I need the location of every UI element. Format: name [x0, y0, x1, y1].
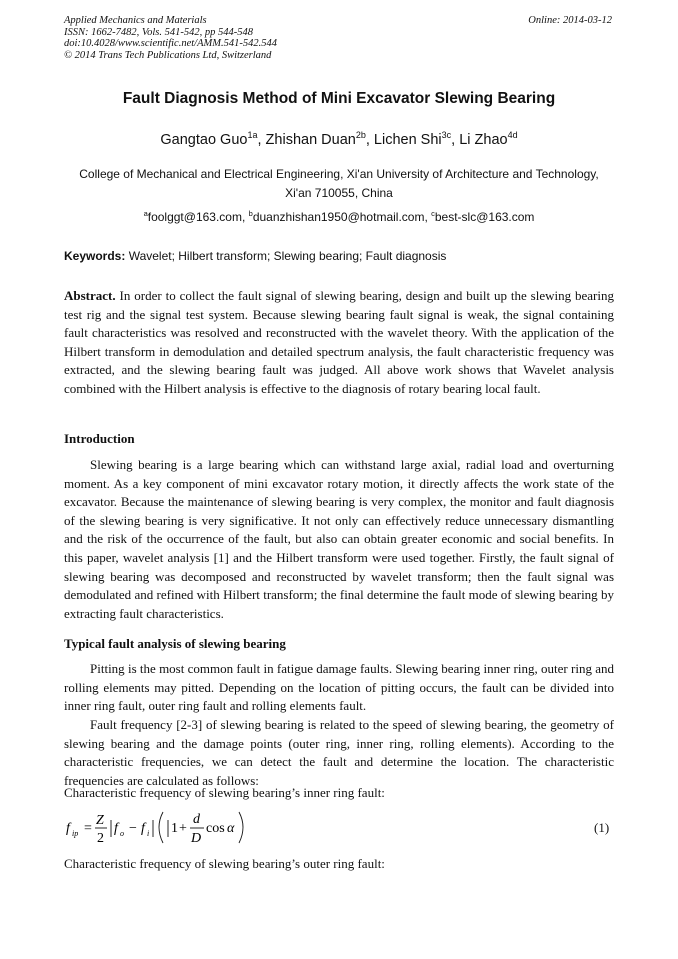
copyright-line: © 2014 Trans Tech Publications Ltd, Switzerland: [64, 49, 272, 61]
eq-fo: f: [114, 821, 118, 836]
keywords-label: Keywords:: [64, 249, 126, 263]
affiliation-line: Xi'an 710055, China: [285, 186, 393, 200]
author-name: Lichen Shi: [373, 131, 442, 148]
issn-line: ISSN: 1662-7482, Vols. 541-542, pp 544-548: [64, 26, 253, 38]
doi-line: doi:10.4028/www.scientific.net/AMM.541-542.544: [64, 38, 277, 49]
author-affil-mark: 4d: [507, 130, 518, 140]
email-address: foolggt@163.com: [147, 210, 242, 224]
abstract-label: Abstract.: [64, 288, 116, 303]
inner-ring-label: Characteristic frequency of slewing bearing’s inner ring fault:: [64, 785, 385, 800]
fault-frequency-paragraph: Fault frequency [2-3] of slewing bearing is related to the speed of slewing bearing, the geometry of slewing bearing and the damage points (outer ring, inner ring, rolling elements). According to the characteristic frequencies, we can detect the fault and determine the location. The characteristic frequencies are calculated as follows:: [64, 717, 614, 788]
eq-big-paren-right: [239, 812, 243, 843]
author-name: Zhishan Duan: [265, 131, 356, 148]
eq-one: 1: [171, 821, 178, 836]
eq-frac1-num: Z: [96, 813, 104, 828]
affiliation-line: College of Mechanical and Electrical Engineering, Xi'an University of Architecture and Technology,: [79, 167, 599, 181]
email-address: best-slc@163.com: [434, 210, 535, 224]
eq-lhs-sub: ip: [72, 829, 79, 838]
author-affil-mark: 3c: [441, 130, 452, 140]
online-date: Online: 2014-03-12: [528, 15, 612, 26]
author-name: Gangtao Guo: [160, 131, 248, 148]
author-affil-mark: 2b: [355, 130, 366, 140]
eq-lhs: f: [66, 821, 70, 836]
eq-frac2-den: D: [191, 831, 202, 846]
equation-1: [64, 806, 614, 848]
outer-ring-label: Characteristic frequency of slewing bearing’s outer ring fault:: [64, 856, 385, 871]
eq-minus: −: [129, 821, 137, 836]
journal-header: [64, 15, 614, 61]
eq-fo-sub: o: [120, 829, 124, 838]
email-list: $^a$foolggt@163.com, $^b$duanzhishan1950@hotmail.com, $^c$best-slc@163.com: [143, 209, 535, 224]
abstract-text: In order to collect the fault signal of slewing bearing, design and built up the slewing bearing test rig and the signal test system. Because slewing bearing fault signal is weak, the signal containing fault characteristics was resolved and reconstructed with the wavelet theory. With the application of the Hilbert transform in demodulation and detailed spectrum analysis, the fault characteristic frequency was extracted, and the slewing bearing fault was judged. All above work shows that Wavelet analysis combined with the Hilbert analysis is effective to the diagnosis of rotary bearing local fault.: [64, 288, 614, 396]
author-list: Gangtao Guo$^{1a}$, Zhishan Duan$^{2b}$, Lichen Shi$^{3c}$, Li Zhao$^{4d}$: [160, 130, 518, 148]
keywords: [64, 249, 614, 263]
paper-title: Fault Diagnosis Method of Mini Excavator Slewing Bearing: [122, 90, 556, 107]
typical-fault-heading: Typical fault analysis of slewing bearing: [64, 636, 286, 651]
eq-fi: f: [141, 821, 145, 836]
eq-alpha: α: [227, 821, 235, 836]
eq-fi-sub: i: [147, 829, 150, 838]
introduction-paragraph: Slewing bearing is a large bearing which can withstand large axial, radial load and overturning moment. As a key component of mini excavator rotary motion, it directly affects the work state of the excavator. Because the maintenance of slewing bearing is very complex, the monitor and fault diagnosis of the slewing bearing is very significative. It not only can effectively reduce unnecessary dismantling and the risk of the occurrence of the fault, but also can obtain greater economic and social benefits. In this paper, wavelet analysis [1] and the Hilbert transform were used together. Firstly, the fault signal of slewing bearing was decomposed and reconstructed by wavelet transform; then the fault signal was demodulated and refined with Hilbert transform; the final determine the fault mode of slewing bearing by extracting fault characteristics.: [64, 457, 614, 621]
eq-big-paren-left: [159, 812, 163, 843]
author-name: Li Zhao: [459, 131, 508, 148]
pitting-paragraph: Pitting is the most common fault in fatigue damage faults. Slewing bearing inner ring, outer ring and rolling elements may pitted. Depending on the location of pitting occurs, the fault can be divided into inner ring fault, outer ring fault and rolling elements fault.: [64, 661, 614, 714]
email-address: duanzhishan1950@hotmail.com: [252, 210, 425, 224]
journal-name: Applied Mechanics and Materials: [64, 15, 207, 26]
abstract-paragraph: [64, 287, 614, 399]
equation-number: (1): [594, 820, 610, 835]
keywords-text: Wavelet; Hilbert transform; Slewing bearing; Fault diagnosis: [125, 249, 447, 263]
eq-frac2-num: d: [193, 812, 200, 827]
eq-cos: cos: [206, 821, 225, 836]
eq-plus: +: [179, 821, 187, 836]
introduction-heading: Introduction: [64, 431, 135, 446]
affiliation: [64, 165, 614, 203]
eq-equals: =: [84, 821, 92, 836]
eq-frac1-den: 2: [97, 831, 104, 846]
author-affil-mark: 1a: [247, 130, 258, 140]
